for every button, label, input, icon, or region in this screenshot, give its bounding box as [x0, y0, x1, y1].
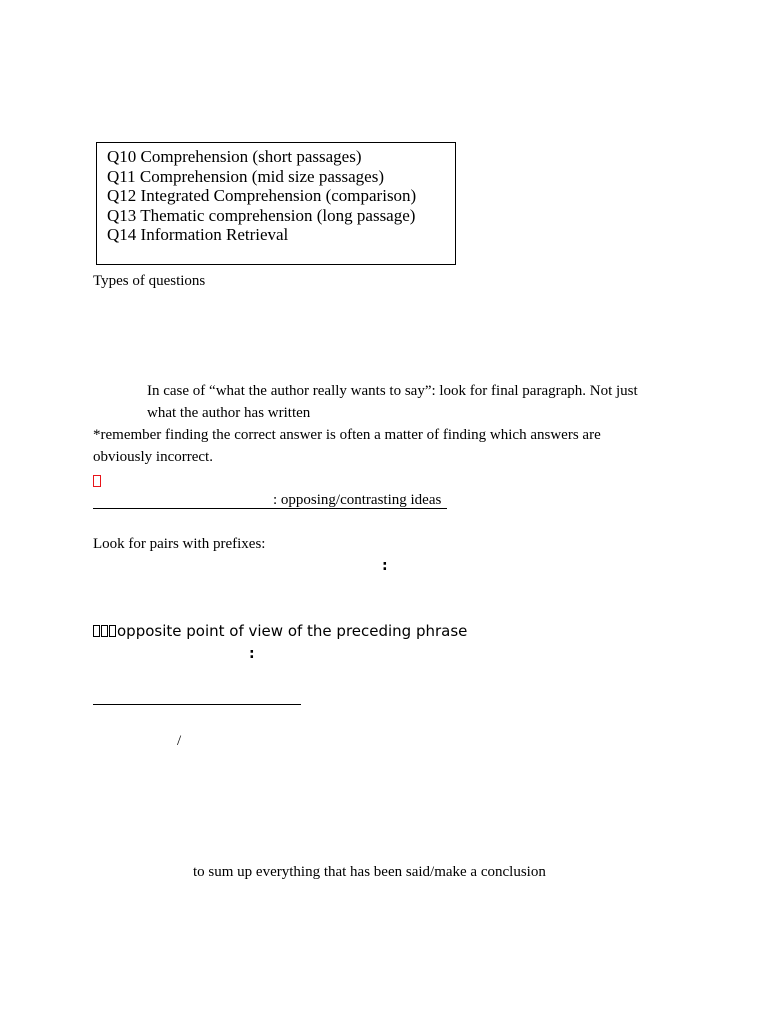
- question-types-list: [107, 147, 416, 245]
- prefix-note: Look for pairs with prefixes:: [93, 536, 266, 552]
- missing-glyph-icon: [101, 625, 108, 637]
- question-type-item: Q13 Thematic comprehension (long passage): [107, 205, 416, 225]
- question-type-item: Q11 Comprehension (mid size passages): [107, 166, 384, 186]
- missing-glyph-icon: [93, 625, 100, 637]
- question-type-item: Q14 Information Retrieval: [107, 225, 289, 245]
- author-tip-line-2: what the author has written: [147, 405, 311, 421]
- remember-note-line-1: *remember finding the correct answer is often a matter of finding which answers are: [93, 427, 601, 443]
- missing-glyph-icon: [109, 625, 116, 637]
- question-type-item: Q10 Comprehension (short passages): [107, 147, 362, 166]
- types-caption: Types of questions: [93, 273, 206, 289]
- conclusion-note: to sum up everything that has been said/make a conclusion: [193, 864, 546, 880]
- opposite-note-line: [93, 622, 467, 640]
- contrast-heading: : opposing/contrasting ideas: [273, 492, 442, 508]
- colon-mark: :: [382, 558, 388, 574]
- missing-glyph-icon: [93, 472, 101, 490]
- question-types-box: [96, 142, 456, 265]
- blank-underline: [93, 704, 301, 705]
- colon-mark: :: [249, 646, 255, 662]
- remember-note-line-2: obviously incorrect.: [93, 449, 213, 465]
- slash-mark: /: [177, 733, 182, 749]
- author-tip-line-1: In case of “what the author really wants to say”: look for final paragraph. Not just: [147, 383, 638, 399]
- question-type-item: Q12 Integrated Comprehension (comparison): [107, 186, 417, 206]
- opposite-note-text: opposite point of view of the preceding phrase: [117, 622, 468, 640]
